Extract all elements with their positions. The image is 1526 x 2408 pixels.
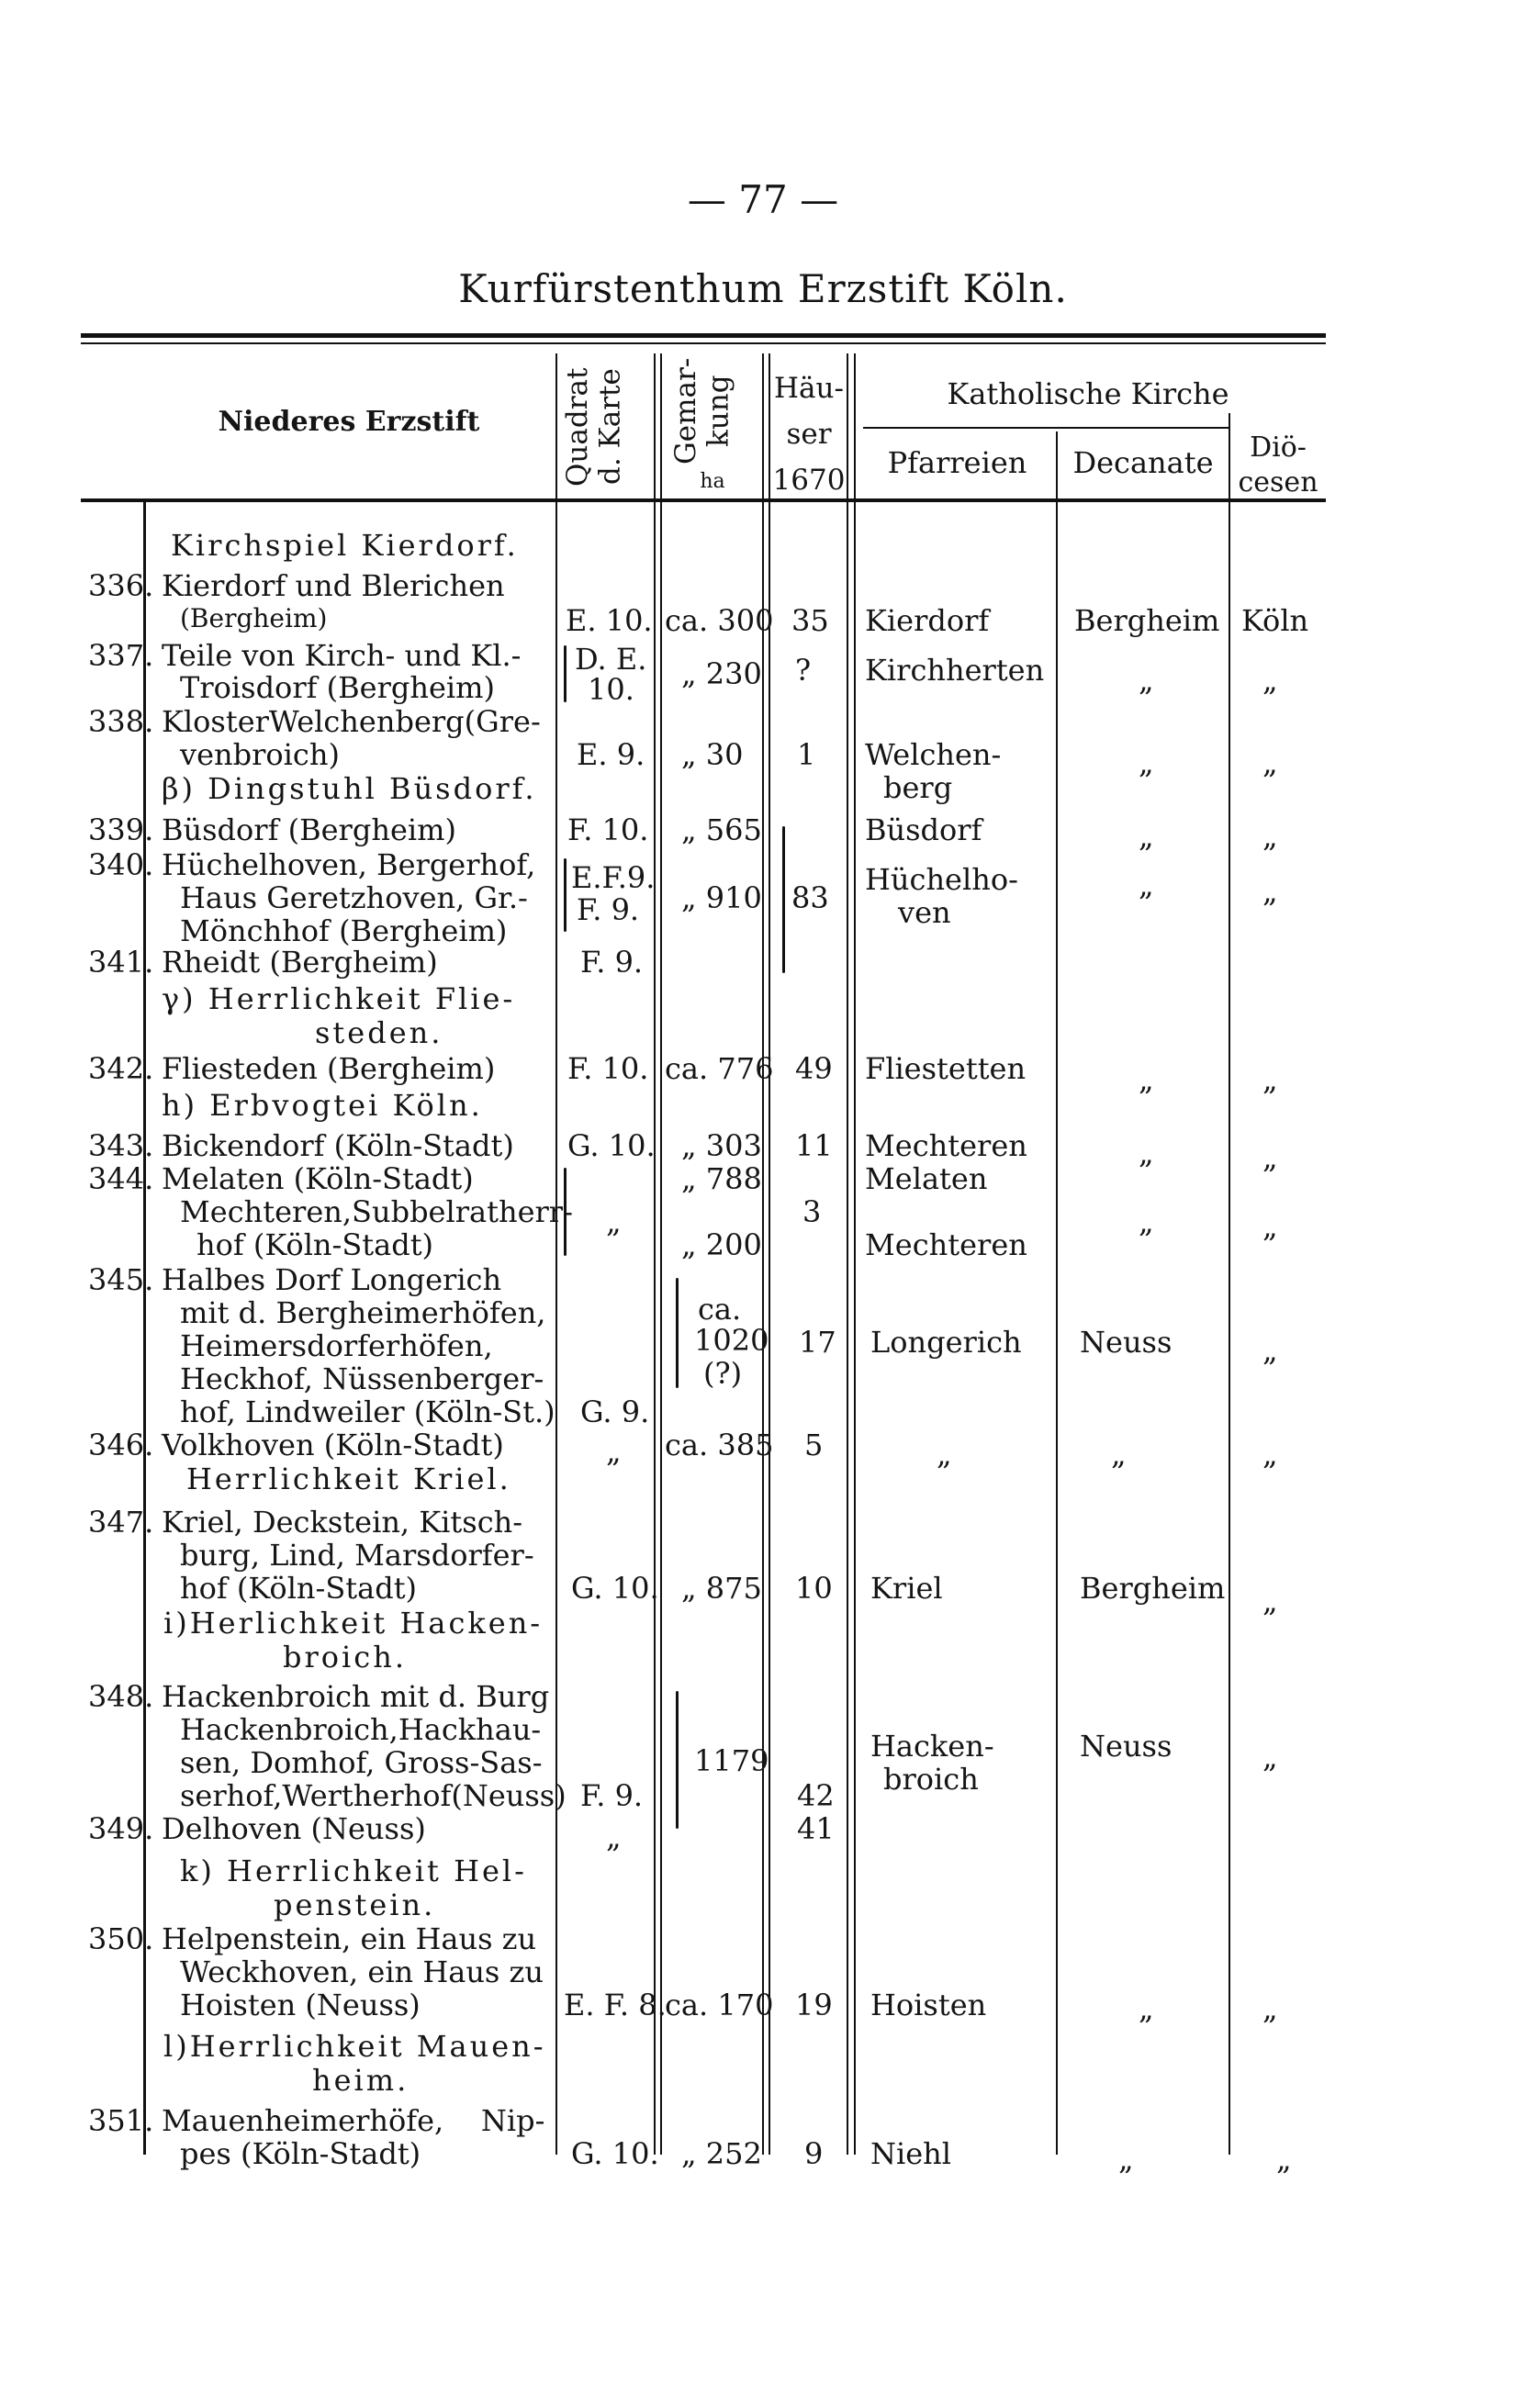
place-name: pes (Köln-Stadt) — [180, 2136, 421, 2171]
dioecese-value: „ — [1262, 1062, 1278, 1097]
decanat-value: „ — [1139, 1062, 1154, 1097]
gemarkung-value: „ 788 — [681, 1161, 762, 1196]
row-number: 347. — [88, 1505, 154, 1540]
place-name: Heckhof, Nüssenberger- — [180, 1361, 544, 1396]
quadrat-value: F. 10. — [567, 812, 649, 847]
header-dioecesen-2: cesen — [1238, 466, 1318, 498]
quadrat-value: D. E. — [575, 642, 647, 677]
pfarrei-value: Melaten — [865, 1161, 988, 1196]
place-name: KlosterWelchenberg(Gre- — [162, 704, 541, 739]
place-name: Delhoven (Neuss) — [162, 1811, 426, 1846]
quadrat-value: F. 10. — [567, 1051, 649, 1086]
decanat-value: „ — [1118, 2142, 1134, 2177]
page-title: Kurfürstenthum Erzstift Köln. — [458, 266, 1068, 311]
place-name: hof (Köln-Stadt) — [180, 1571, 418, 1606]
haeuser-value: 3 — [802, 1194, 822, 1229]
section-heading: heim. — [312, 2063, 410, 2098]
gemarkung-value: ca. 776 — [665, 1051, 774, 1086]
row-number: 336. — [88, 568, 154, 603]
brace — [564, 645, 567, 702]
dioecese-value: „ — [1262, 745, 1278, 780]
haeuser-value: 10 — [795, 1571, 833, 1606]
haeuser-value: 41 — [797, 1811, 835, 1846]
section-heading: γ) Herrlichkeit Flie- — [162, 981, 516, 1016]
pfarrei-value: Hüchelho- — [865, 862, 1018, 897]
section-heading: penstein. — [274, 1887, 436, 1922]
place-name: Teile von Kirch- und Kl.- — [162, 638, 522, 673]
haeuser-value: 17 — [799, 1325, 836, 1360]
row-number: 343. — [88, 1128, 154, 1163]
gemarkung-value: 1020 — [694, 1323, 769, 1358]
quadrat-value: „ — [606, 1820, 622, 1854]
quadrat-value: „ — [606, 1434, 622, 1469]
col-sep-6 — [1056, 431, 1058, 2155]
haeuser-value: ? — [795, 653, 812, 688]
gemarkung-value: (?) — [703, 1356, 743, 1391]
place-name: Halbes Dorf Longerich — [162, 1262, 502, 1297]
place-name: burg, Lind, Marsdorfer- — [180, 1538, 534, 1573]
dioecese-value: „ — [1262, 874, 1278, 909]
quadrat-value: E. 10. — [566, 603, 653, 638]
gemarkung-value: „ 303 — [681, 1128, 762, 1163]
section-heading: k) Herrlichkeit Hel- — [180, 1854, 527, 1888]
place-name: Volkhoven (Köln-Stadt) — [162, 1428, 504, 1462]
pfarrei-value: Kriel — [870, 1571, 943, 1606]
row-number: 346. — [88, 1428, 154, 1462]
quadrat-value: E.F.9. — [571, 860, 656, 895]
gemarkung-value: 1179 — [694, 1743, 769, 1778]
section-heading: Kirchspiel Kierdorf. — [171, 528, 519, 563]
place-name: Mechteren,Subbelratherr- — [180, 1194, 573, 1229]
place-name: venbroich) — [180, 737, 340, 772]
header-rule — [81, 498, 1326, 502]
gemarkung-value: ca. — [698, 1292, 742, 1327]
brace — [782, 826, 785, 973]
pfarrei-value: broich — [883, 1762, 979, 1797]
pfarrei-value: Welchen- — [865, 737, 1002, 772]
row-number: 351. — [88, 2103, 154, 2138]
gemarkung-value: „ 565 — [681, 812, 762, 847]
row-number: 342. — [88, 1051, 154, 1086]
header-region: Niederes Erzstift — [218, 406, 480, 438]
brace — [564, 1168, 567, 1256]
dioecese-value: „ — [1262, 1584, 1278, 1618]
row-number: 345. — [88, 1262, 154, 1297]
place-name: Bickendorf (Köln-Stadt) — [162, 1128, 514, 1163]
header-gemarkung: Gemar- kung — [669, 357, 735, 465]
place-name: Mauenheimerhöfe, Nip- — [162, 2103, 545, 2138]
place-name: Kierdorf und Blerichen — [162, 568, 505, 603]
col-sep-5b — [854, 353, 856, 2155]
pfarrei-value: Hoisten — [870, 1988, 987, 2022]
gemarkung-value: ca. 300 — [665, 603, 774, 638]
section-heading: i)Herlichkeit Hacken- — [163, 1606, 544, 1641]
decanat-value: „ — [1139, 819, 1154, 854]
dioecese-value: Köln — [1241, 603, 1309, 638]
quadrat-value: F. 9. — [580, 1778, 644, 1813]
dioecese-value: „ — [1262, 819, 1278, 854]
pfarrei-value: Mechteren — [865, 1128, 1027, 1163]
page-number: — 77 — — [687, 177, 839, 222]
gemarkung-value: „ 30 — [681, 737, 744, 772]
pfarrei-value: Hacken- — [870, 1729, 994, 1764]
gemarkung-value: „ 910 — [681, 880, 762, 915]
quadrat-value: F. 9. — [580, 945, 644, 980]
place-name: mit d. Bergheimerhöfen, — [180, 1295, 546, 1330]
brace — [676, 1278, 679, 1388]
place-name: Troisdorf (Bergheim) — [180, 670, 495, 705]
quadrat-value: G. 9. — [580, 1394, 650, 1429]
section-heading: Herrlichkeit Kriel. — [186, 1462, 511, 1496]
decanat-value: „ — [1139, 1991, 1154, 2026]
quadrat-value: E. 9. — [577, 737, 645, 772]
dioecese-value: „ — [1276, 2142, 1292, 2177]
dioecese-value: „ — [1262, 1140, 1278, 1175]
place-name: hof (Köln-Stadt) — [196, 1227, 434, 1262]
header-haeuser-1: Häu- — [774, 372, 844, 405]
place-name: Weckhoven, ein Haus zu — [180, 1954, 544, 1989]
gemarkung-value: ca. 385 — [665, 1428, 774, 1462]
col-sep-5a — [847, 353, 848, 2155]
pfarrei-value: Kierdorf — [865, 603, 990, 638]
decanat-value: Neuss — [1080, 1729, 1173, 1764]
pfarrei-value: Kirchherten — [865, 653, 1045, 688]
row-number: 337. — [88, 638, 154, 673]
row-number: 348. — [88, 1679, 154, 1714]
col-sep-3b — [660, 353, 662, 2155]
pfarrei-value: Niehl — [870, 2136, 952, 2171]
decanat-value: „ — [1111, 1437, 1127, 1472]
haeuser-value: 1 — [797, 737, 816, 772]
header-quadrat: Quadrat d. Karte — [561, 367, 627, 487]
dioecese-value: „ — [1262, 1991, 1278, 2026]
header-pfarreien: Pfarreien — [887, 445, 1027, 480]
pfarrei-value: Mechteren — [865, 1227, 1027, 1262]
haeuser-value: 35 — [791, 603, 829, 638]
quadrat-value: G. 10. — [571, 2136, 659, 2171]
top-rule-thick — [81, 333, 1326, 338]
haeuser-value: 49 — [795, 1051, 833, 1086]
decanat-value: „ — [1139, 745, 1154, 780]
place-name: Heimersdorferhöfen, — [180, 1328, 493, 1363]
quadrat-value: F. 9. — [577, 892, 640, 927]
quadrat-value: G. 10. — [567, 1128, 656, 1163]
col-sep-1 — [143, 502, 146, 2155]
quadrat-value: E. F. 8. — [564, 1988, 667, 2022]
place-name: Mönchhof (Bergheim) — [180, 913, 508, 948]
row-number: 339. — [88, 812, 154, 847]
section-heading: steden. — [315, 1015, 443, 1050]
section-heading: β) Dingstuhl Büsdorf. — [162, 771, 537, 806]
place-name: Fliesteden (Bergheim) — [162, 1051, 496, 1086]
gemarkung-value: „ 230 — [681, 656, 762, 691]
place-name: Rheidt (Bergheim) — [162, 945, 438, 980]
section-heading: broich. — [283, 1640, 407, 1674]
row-number: 349. — [88, 1811, 154, 1846]
dioecese-value: „ — [1262, 663, 1278, 698]
pfarrei-value: Longerich — [870, 1325, 1022, 1360]
header-decanate: Decanate — [1072, 445, 1214, 480]
place-name: Hüchelhoven, Bergerhof, — [162, 847, 536, 882]
gemarkung-value: „ 200 — [681, 1227, 762, 1262]
decanat-value: „ — [1139, 663, 1154, 698]
pfarrei-value: Büsdorf — [865, 812, 982, 847]
pfarrei-value: Fliestetten — [865, 1051, 1027, 1086]
place-name: Hoisten (Neuss) — [180, 1988, 421, 2022]
place-name: Melaten (Köln-Stadt) — [162, 1161, 474, 1196]
dioecese-value: „ — [1262, 1437, 1278, 1472]
gemarkung-value: „ 875 — [681, 1571, 762, 1606]
decanat-value: Bergheim — [1080, 1571, 1226, 1606]
gemarkung-value: ca. 170 — [665, 1988, 774, 2022]
header-ha: ha — [700, 470, 725, 493]
header-haeuser-2: ser — [786, 418, 832, 451]
place-name: sen, Domhof, Gross-Sas- — [180, 1745, 543, 1780]
place-name: Büsdorf (Bergheim) — [162, 812, 456, 847]
header-katholische-kirche: Katholische Kirche — [947, 376, 1229, 411]
place-name: serhof,Wertherhof(Neuss) — [180, 1778, 567, 1813]
haeuser-value: 83 — [791, 880, 829, 915]
place-name: Hackenbroich,Hackhau- — [180, 1712, 542, 1747]
place-name: (Bergheim) — [180, 603, 328, 633]
quadrat-value: 10. — [588, 672, 634, 707]
col-sep-2 — [555, 353, 557, 2155]
row-number: 341. — [88, 945, 154, 980]
place-name: Helpenstein, ein Haus zu — [162, 1921, 537, 1956]
row-number: 340. — [88, 847, 154, 882]
quadrat-value: G. 10. — [571, 1571, 659, 1606]
place-name: Hackenbroich mit d. Burg — [162, 1679, 550, 1714]
place-name: hof, Lindweiler (Köln-St.) — [180, 1394, 555, 1429]
col-sep-7 — [1229, 413, 1230, 2155]
dioecese-value: „ — [1262, 1740, 1278, 1775]
kirche-rule — [863, 427, 1230, 429]
haeuser-value: 19 — [795, 1988, 833, 2022]
decanat-value: „ — [1139, 868, 1154, 902]
place-name: Kriel, Deckstein, Kitsch- — [162, 1505, 523, 1540]
decanat-value: „ — [1139, 1136, 1154, 1170]
decanat-value: „ — [1139, 1204, 1154, 1239]
top-rule-thin — [81, 342, 1326, 344]
decanat-value: Bergheim — [1074, 603, 1220, 638]
place-name: Haus Geretzhoven, Gr.- — [180, 880, 528, 915]
header-haeuser-3: 1670 — [772, 464, 846, 497]
row-number: 344. — [88, 1161, 154, 1196]
header-dioecesen-1: Diö- — [1250, 431, 1307, 464]
section-heading: l)Herrlichkeit Mauen- — [163, 2029, 546, 2064]
haeuser-value: 42 — [797, 1778, 835, 1813]
haeuser-value: 11 — [795, 1128, 833, 1163]
haeuser-value: 5 — [804, 1428, 824, 1462]
section-heading: h) Erbvogtei Köln. — [162, 1088, 483, 1123]
col-sep-3a — [654, 353, 656, 2155]
dioecese-value: „ — [1262, 1333, 1278, 1368]
pfarrei-value: ven — [898, 895, 951, 930]
pfarrei-value: „ — [937, 1437, 952, 1472]
gemarkung-value: „ 252 — [681, 2136, 762, 2171]
brace — [676, 1691, 679, 1829]
haeuser-value: 9 — [804, 2136, 824, 2171]
quadrat-value: „ — [606, 1204, 622, 1239]
row-number: 350. — [88, 1921, 154, 1956]
dioecese-value: „ — [1262, 1209, 1278, 1244]
pfarrei-value: berg — [883, 770, 953, 805]
decanat-value: Neuss — [1080, 1325, 1173, 1360]
row-number: 338. — [88, 704, 154, 739]
brace — [564, 858, 567, 932]
